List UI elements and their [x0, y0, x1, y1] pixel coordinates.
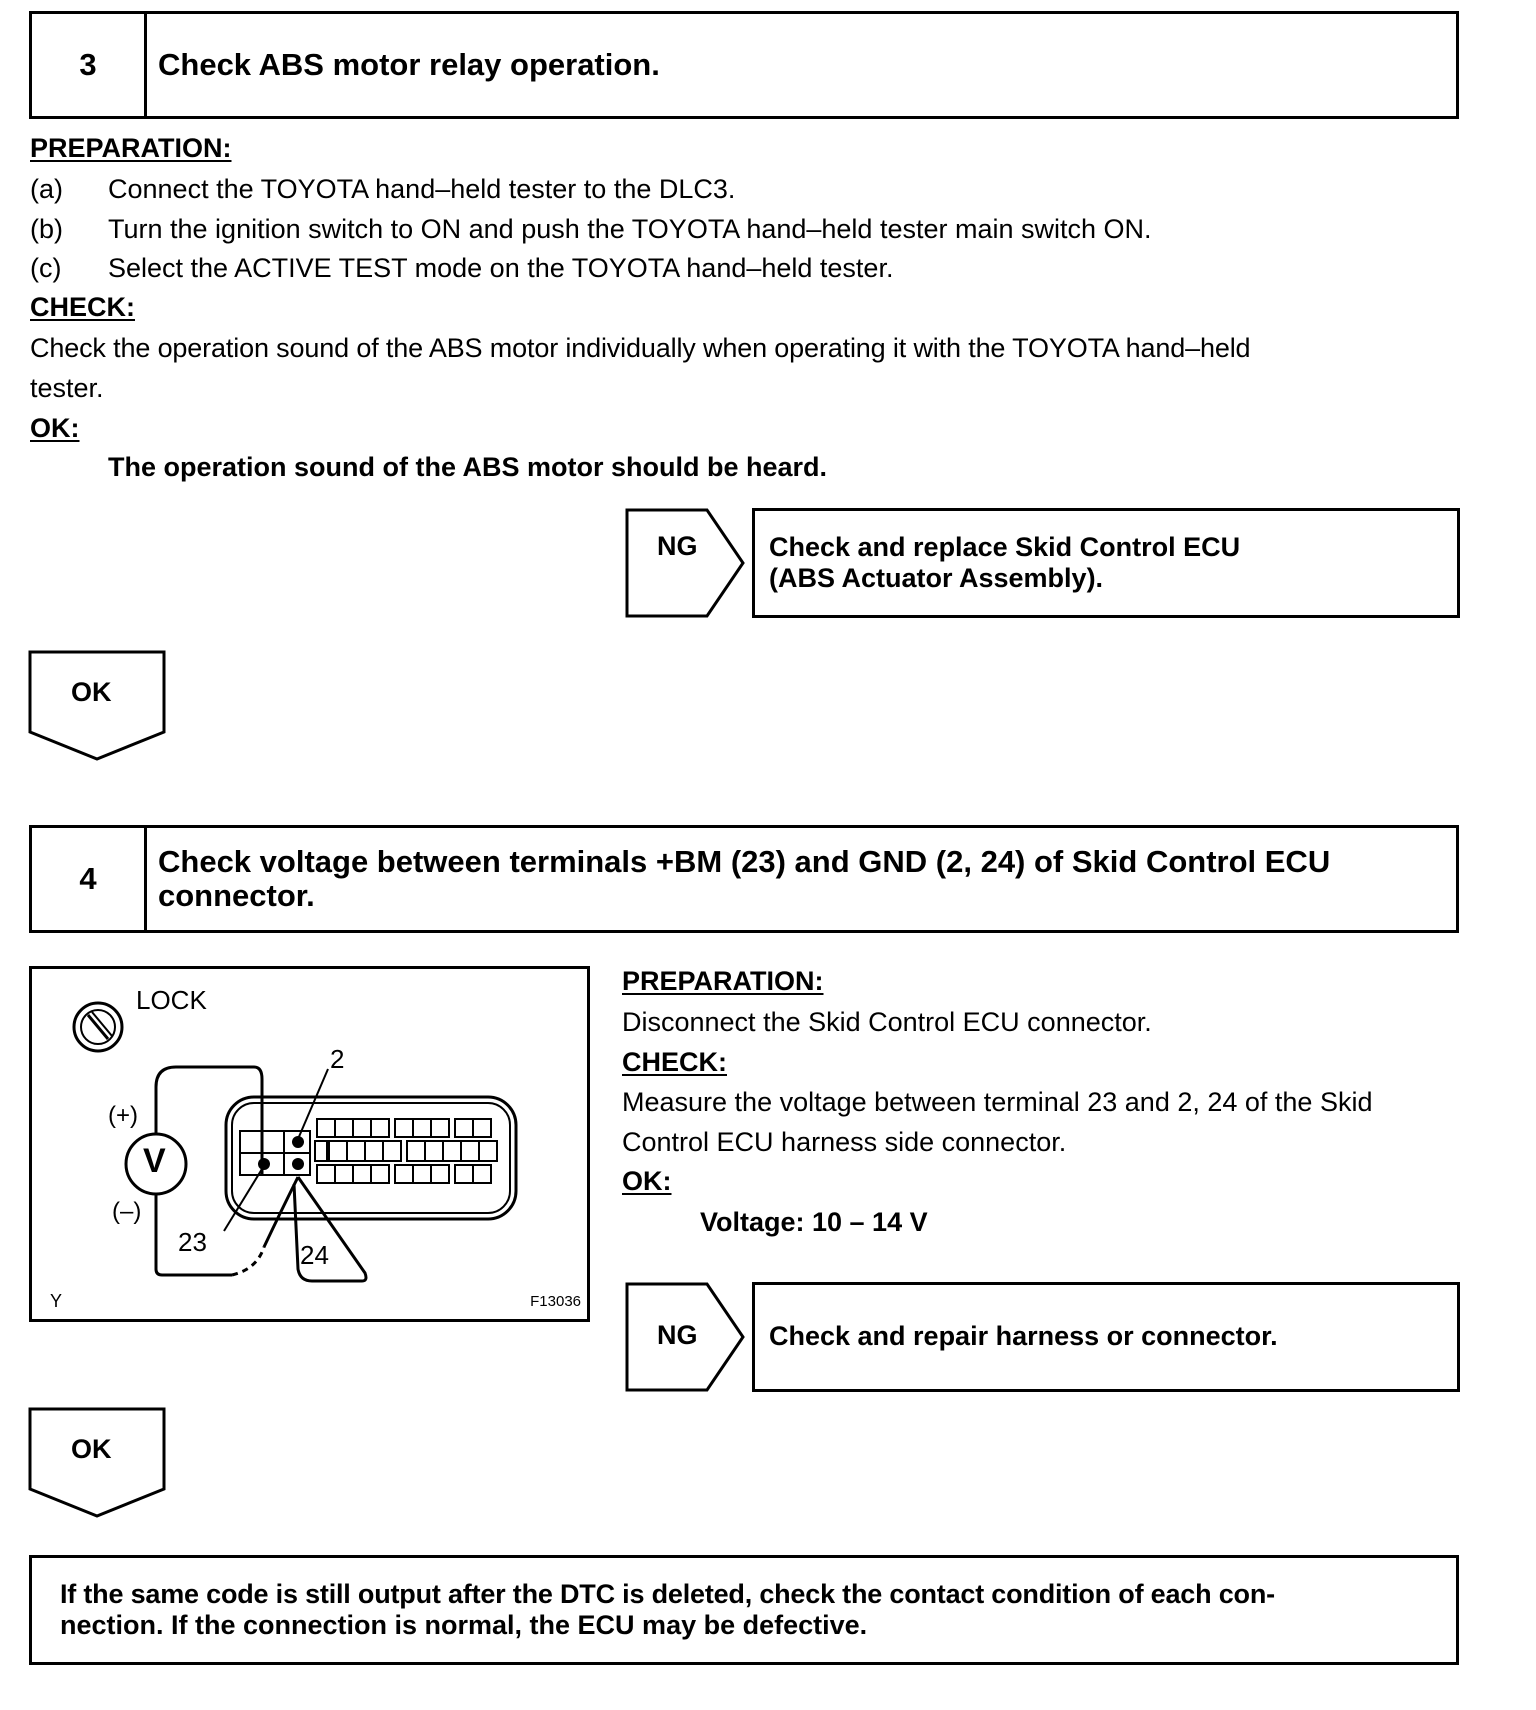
lock-label: LOCK — [136, 985, 207, 1015]
ng-label: NG — [657, 531, 698, 561]
note-line1: If the same code is still output after the DTC is deleted, check the contact condition of each con- — [60, 1579, 1275, 1609]
ng-result-text: Check and repair harness or connector. — [769, 1321, 1278, 1351]
check-text-line2: tester. — [30, 373, 104, 403]
figure-id: F13036 — [530, 1293, 581, 1310]
check-text-line2: Control ECU harness side connector. — [622, 1127, 1067, 1157]
probe-terminal-23 — [258, 1158, 270, 1170]
step-text-c: Select the ACTIVE TEST mode on the TOYOTA hand–held tester. — [108, 253, 894, 283]
terminal-label-2: 2 — [330, 1044, 345, 1074]
negative-lead-dashed — [232, 1247, 264, 1275]
ecu-connector-outline — [226, 1097, 516, 1219]
terminal-label-23: 23 — [178, 1227, 207, 1257]
ng-tag-shape — [625, 508, 747, 618]
step-title-line2: connector. — [158, 878, 315, 913]
check-text-line1: Measure the voltage between terminal 23 and 2, 24 of the Skid — [622, 1087, 1373, 1117]
step-title-line1: Check voltage between terminals +BM (23) and GND (2, 24) of Skid Control ECU — [158, 844, 1331, 879]
check-text-line1: Check the operation sound of the ABS motor individually when operating it with the TOYOTA hand–held — [30, 333, 1251, 363]
note-line2: nection. If the connection is normal, the ECU may be defective. — [60, 1610, 868, 1640]
preparation-label: PREPARATION: — [30, 133, 232, 163]
wiring-diagram — [29, 966, 590, 1322]
step-tag-b: (b) — [30, 214, 63, 244]
step-tag-c: (c) — [30, 253, 62, 283]
step-number: 4 — [32, 828, 147, 930]
step-title: Check ABS motor relay operation. — [158, 47, 660, 82]
note-box — [29, 1555, 1459, 1665]
ng-result-line2: (ABS Actuator Assembly). — [769, 563, 1104, 593]
step-number: 3 — [32, 14, 147, 116]
ok-label: OK: — [622, 1166, 672, 1196]
terminal-block — [240, 1119, 497, 1183]
check-label: CHECK: — [30, 292, 135, 322]
ok-criteria: Voltage: 10 – 14 V — [700, 1207, 928, 1237]
terminal-label-24: 24 — [300, 1240, 329, 1270]
ng-result-box — [752, 1282, 1460, 1392]
step-tag-a: (a) — [30, 174, 63, 204]
ng-label: NG — [657, 1320, 698, 1350]
ignition-lock-icon — [74, 1003, 122, 1051]
corner-label: Y — [50, 1291, 63, 1311]
probe-terminal-24 — [292, 1158, 304, 1170]
step-text-b: Turn the ignition switch to ON and push the TOYOTA hand–held tester main switch ON. — [108, 214, 1152, 244]
ng-result-box — [752, 508, 1460, 618]
preparation-label: PREPARATION: — [622, 966, 824, 996]
ok-label: OK: — [30, 413, 80, 443]
plus-label: (+) — [108, 1102, 138, 1129]
check-label: CHECK: — [622, 1047, 727, 1077]
ng-result-line1: Check and replace Skid Control ECU — [769, 532, 1241, 562]
preparation-text: Disconnect the Skid Control ECU connector. — [622, 1007, 1152, 1037]
leader-23 — [224, 1169, 262, 1231]
step-text-a: Connect the TOYOTA hand–held tester to the DLC3. — [108, 174, 736, 204]
step-3-header — [29, 11, 1459, 119]
ok-arrow-label: OK — [71, 677, 112, 707]
ok-criteria: The operation sound of the ABS motor should be heard. — [108, 452, 828, 482]
ok-arrow-label: OK — [71, 1434, 112, 1464]
voltmeter-label: V — [143, 1142, 166, 1180]
step-4-header — [29, 825, 1459, 933]
minus-label: (–) — [112, 1198, 142, 1225]
